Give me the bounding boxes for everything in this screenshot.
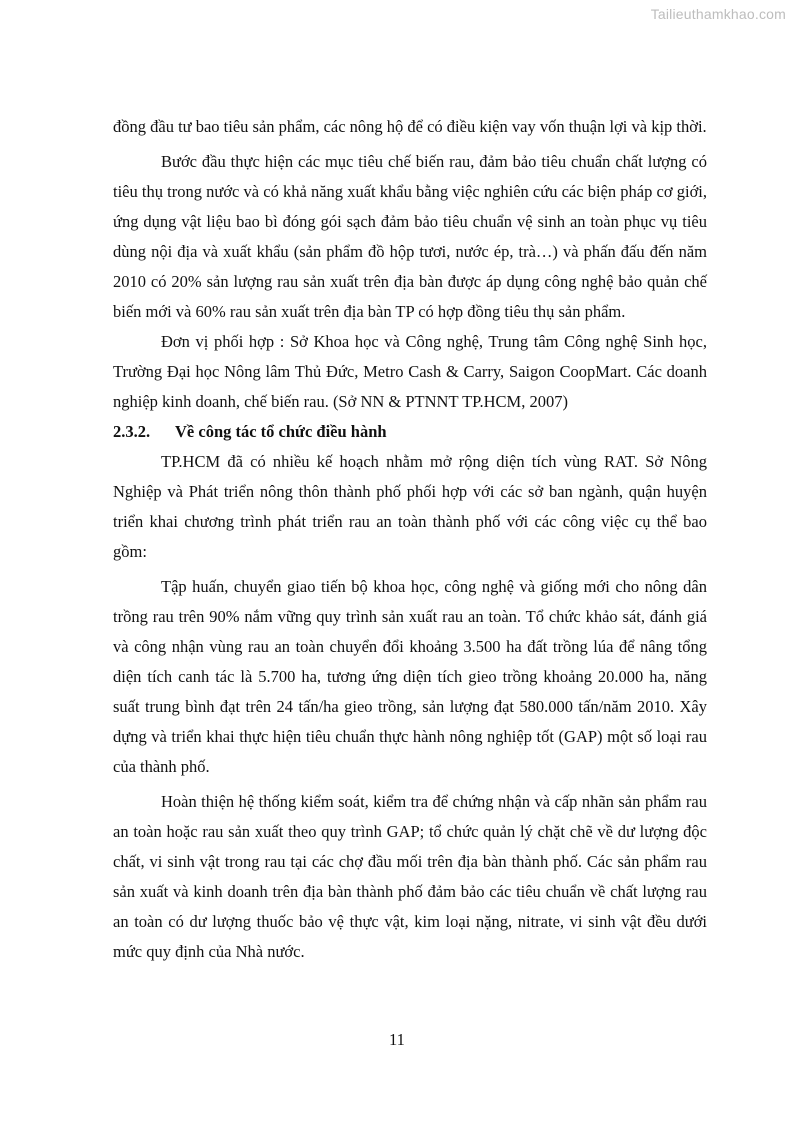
- paragraph-plans: TP.HCM đã có nhiều kế hoạch nhằm mở rộng diện tích vùng RAT. Sở Nông Nghiệp và Phát triển nông thôn thành phố phối hợp với các sở ban ngành, quận huyện triển khai chương trình phát triển rau an toàn thành phố với các công việc cụ thể bao gồm:: [113, 452, 707, 561]
- section-heading: [113, 417, 707, 447]
- watermark: Tailieuthamkhao.com: [650, 6, 786, 22]
- paragraph-processing-goals: Bước đầu thực hiện các mục tiêu chế biến rau, đảm bảo tiêu chuẩn chất lượng có tiêu thụ trong nước và có khả năng xuất khẩu bằng việc nghiên cứu các biện pháp cơ giới, ứng dụng vật liệu bao bì đóng gói sạch đảm bảo tiêu chuẩn vệ sinh an toàn phục vụ tiêu dùng nội địa và xuất khẩu (sản phẩm đồ hộp tươi, nước ép, trà…) và phấn đấu đến năm 2010 có 20% sản lượng rau sản xuất trên địa bàn được áp dụng công nghệ bảo quản chế biến mới và 60% rau sản xuất trên địa bàn TP có hợp đồng tiêu thụ sản phẩm.: [113, 152, 707, 321]
- paragraph-control-system: Hoàn thiện hệ thống kiểm soát, kiểm tra để chứng nhận và cấp nhãn sản phẩm rau an toàn hoặc rau sản xuất theo quy trình GAP; tổ chức quản lý chặt chẽ về dư lượng độc chất, vi sinh vật trong rau tại các chợ đầu mối trên địa bàn thành phố. Các sản phẩm rau sản xuất và kinh doanh trên địa bàn thành phố đảm bảo các tiêu chuẩn về chất lượng rau an toàn có dư lượng thuốc bảo vệ thực vật, kim loại nặng, nitrate, vi sinh vật đều dưới mức quy định của Nhà nước.: [113, 792, 707, 961]
- section-number: 2.3.2.: [113, 422, 151, 441]
- page-body: [113, 112, 707, 967]
- section-title: Về công tác tổ chức điều hành: [175, 422, 387, 441]
- paragraph-continuation: đồng đầu tư bao tiêu sản phẩm, các nông hộ để có điều kiện vay vốn thuận lợi và kịp thời.: [113, 117, 707, 136]
- page-number: 11: [389, 1030, 405, 1049]
- paragraph-training: Tập huấn, chuyển giao tiến bộ khoa học, công nghệ và giống mới cho nông dân trồng rau trên 90% nắm vững quy trình sản xuất rau an toàn. Tổ chức khảo sát, đánh giá và công nhận vùng rau an toàn chuyển đổi khoảng 3.500 ha đất trồng lúa để nâng tổng diện tích canh tác là 5.700 ha, tương ứng diện tích gieo trồng khoảng 20.000 ha, năng suất trung bình đạt trên 24 tấn/ha gieo trồng, sản lượng đạt 580.000 tấn/năm 2010. Xây dựng và triển khai thực hiện tiêu chuẩn thực hành nông nghiệp tốt (GAP) một số loại rau của thành phố.: [113, 577, 707, 776]
- paragraph-partners: Đơn vị phối hợp : Sở Khoa học và Công nghệ, Trung tâm Công nghệ Sinh học, Trường Đại học Nông lâm Thủ Đức, Metro Cash & Carry, Saigon CoopMart. Các doanh nghiệp kinh doanh, chế biến rau. (Sở NN & PTNNT TP.HCM, 2007): [113, 332, 707, 411]
